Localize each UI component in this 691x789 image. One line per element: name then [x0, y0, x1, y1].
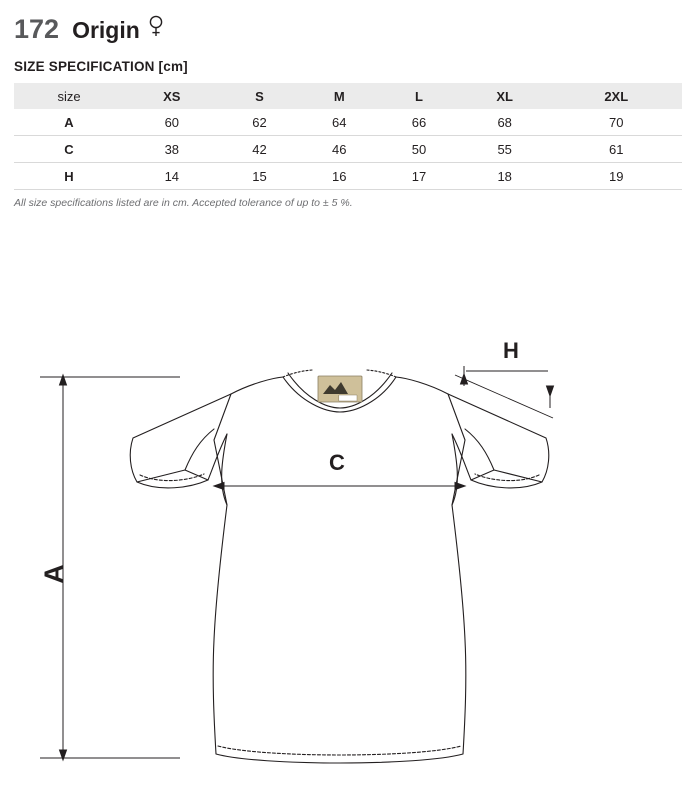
section-title: SIZE SPECIFICATION [cm]: [14, 59, 188, 74]
column-header-xl: XL: [496, 88, 513, 104]
cell-c-2xl: 61: [609, 141, 624, 157]
column-header-xs: XS: [163, 88, 181, 104]
column-header-2xl: 2XL: [604, 88, 629, 104]
dimension-label-h: H: [503, 338, 519, 363]
dimension-label-c: C: [329, 450, 345, 475]
cell-c-s: 42: [252, 141, 267, 157]
row-label-h: H: [64, 168, 74, 184]
column-header-l: L: [415, 88, 423, 104]
garment-technical-drawing: [0, 330, 691, 789]
cell-a-xl: 68: [497, 114, 512, 130]
cell-c-m: 46: [332, 141, 347, 157]
row-label-a: A: [64, 114, 74, 130]
cell-h-xl: 18: [497, 168, 512, 184]
cell-h-xs: 14: [164, 168, 180, 184]
size-specification-table: [14, 83, 682, 190]
table-header-row: [14, 83, 682, 109]
column-header-size: size: [57, 88, 81, 104]
table-row: [14, 163, 682, 190]
product-name: Origin: [72, 17, 140, 43]
cell-a-2xl: 70: [609, 114, 624, 130]
column-header-m: M: [333, 88, 345, 104]
cell-a-l: 66: [411, 114, 427, 130]
dimension-label-a: A: [39, 564, 69, 584]
table-row: [14, 136, 682, 163]
cell-c-xl: 55: [497, 141, 512, 157]
cell-h-2xl: 19: [609, 168, 624, 184]
tolerance-note: All size specifications listed are in cm. Accepted tolerance of up to ± 5 %.: [14, 197, 353, 209]
cell-a-s: 62: [252, 114, 267, 130]
cell-h-l: 17: [411, 168, 427, 184]
female-gender-icon: [149, 15, 163, 42]
cell-c-l: 50: [411, 141, 427, 157]
column-header-s: S: [255, 88, 264, 104]
product-code: 172: [14, 14, 60, 44]
cell-a-xs: 60: [164, 114, 180, 130]
cell-h-m: 16: [332, 168, 347, 184]
cell-h-s: 15: [252, 168, 267, 184]
table-row: [14, 109, 682, 136]
cell-a-m: 64: [332, 114, 347, 130]
row-label-c: C: [64, 141, 74, 157]
page-title: [10, 0, 681, 45]
cell-c-xs: 38: [164, 141, 180, 157]
